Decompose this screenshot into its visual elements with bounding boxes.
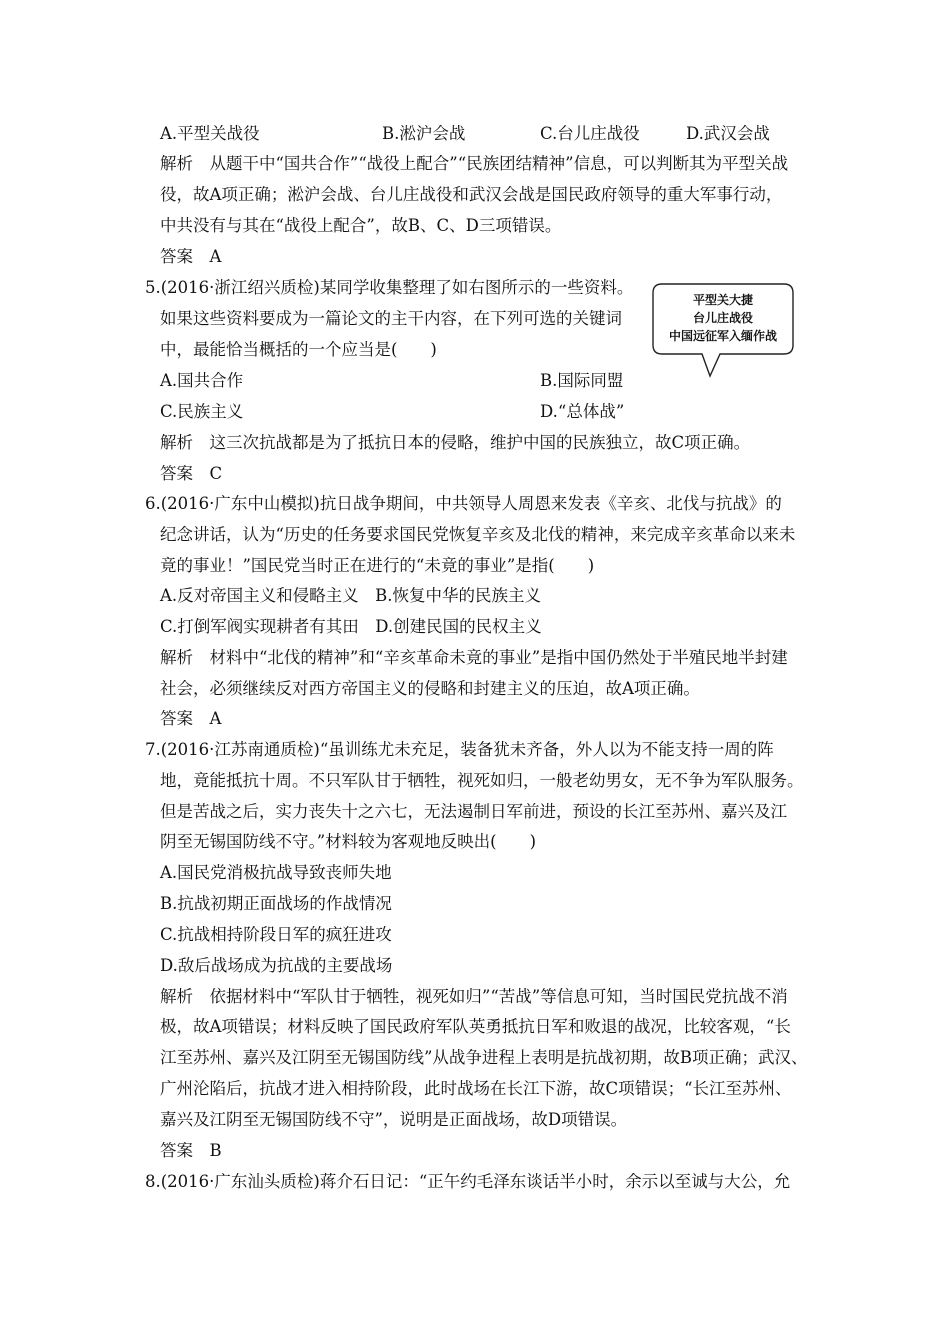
q4-option-a: A.平型关战役 [160, 124, 260, 143]
q6-stem-line: 6.(2016·广东中山模拟)抗日战争期间，中共领导人周恩来发表《辛亥、北伐与抗战》的 [145, 494, 782, 513]
q7-stem-line: 地，竟能抵抗十周。不只军队甘于牺牲，视死如归，一般老幼男女，无不争为军队服务。 [160, 771, 804, 790]
q5-answer: 答案 C [160, 464, 223, 483]
q5-stem-line: 5.(2016·浙江绍兴质检)某同学收集整理了如右图所示的一些资料。 [145, 278, 634, 297]
q6-analysis-line: 解析 材料中“北伐的精神”和“辛亥革命未竟的事业”是指中国仍然处于半殖民地半封建 [160, 648, 788, 667]
q7-stem-line: 阴至无锡国防线不守。”材料较为客观地反映出( ) [160, 832, 537, 851]
q7-analysis-line: 解析 依据材料中“军队甘于牺牲，视死如归”“苦战”等信息可知，当时国民党抗战不消 [160, 987, 788, 1006]
q4-option-c: C.台儿庄战役 [540, 124, 640, 143]
q5-option-c: C.民族主义 [160, 402, 244, 421]
q5-analysis-line: 解析 这三次抗战都是为了抵抗日本的侵略，维护中国的民族独立，故C项正确。 [160, 433, 751, 452]
q7-stem-line: 7.(2016·江苏南通质检)“虽训练尤未充足，装备犹未齐备，外人以为不能支持一周的阵 [145, 740, 774, 759]
q5-stem-line: 中，最能恰当概括的一个应当是( ) [160, 340, 437, 359]
q6-analysis-line: 社会，必须继续反对西方帝国主义的侵略和封建主义的压迫，故A项正确。 [160, 679, 700, 698]
q7-analysis-line: 极，故A项错误；材料反映了国民政府军队英勇抵抗日军和败退的战况，比较客观，“长 [160, 1017, 791, 1036]
q7-option-b: B.抗战初期正面战场的作战情况 [160, 894, 392, 913]
q4-option-d: D.武汉会战 [686, 124, 770, 143]
bubble-item: 中国远征军入缅作战 [668, 329, 777, 343]
q7-option-a: A.国民党消极抗战导致丧师失地 [160, 863, 392, 882]
q6-answer: 答案 A [160, 709, 222, 728]
q7-analysis-line: 广州沦陷后，抗战才进入相持阶段，此时战场在长江下游，故C项错误；“长江至苏州、 [160, 1079, 792, 1098]
q4-answer: 答案 A [160, 247, 222, 266]
q5-option-b: B.国际同盟 [540, 371, 624, 390]
speech-bubble-figure [652, 283, 794, 355]
q6-options-ab: A.反对帝国主义和侵略主义 B.恢复中华的民族主义 [160, 586, 542, 605]
q5-option-a: A.国共合作 [160, 371, 244, 390]
q5-option-d: D.“总体战” [540, 402, 625, 421]
q4-analysis-line: 解析 从题干中“国共合作”“战役上配合”“民族团结精神”信息，可以判断其为平型关战 [160, 154, 789, 173]
bubble-item: 台儿庄战役 [692, 311, 753, 325]
q6-stem-line: 竟的事业！”国民党当时正在进行的“未竟的事业”是指( ) [160, 556, 595, 575]
q7-analysis-line: 江至苏州、嘉兴及江阴至无锡国防线”从战争进程上表明是抗战初期，故B项正确；武汉、 [160, 1048, 808, 1067]
q7-stem-line: 但是苦战之后，实力丧失十之六七，无法遏制日军前进，预设的长江至苏州、嘉兴及江 [160, 802, 787, 821]
q5-stem-line: 如果这些资料要成为一篇论文的主干内容，在下列可选的关键词 [160, 309, 622, 328]
q7-analysis-line: 嘉兴及江阴至无锡国防线不守”，说明是正面战场，故D项错误。 [160, 1110, 628, 1129]
q6-stem-line: 纪念讲话，认为“历史的任务要求国民党恢复辛亥及北伐的精神，来完成辛亥革命以来未 [160, 525, 796, 544]
q8-stem-line: 8.(2016·广东汕头质检)蒋介石日记：“正午约毛泽东谈话半小时，余示以至诚与大公，允 [145, 1172, 791, 1191]
q4-analysis-line: 中共没有与其在“战役上配合”，故B、C、D三项错误。 [160, 216, 562, 235]
bubble-item: 平型关大捷 [692, 293, 753, 307]
q7-option-c: C.抗战相持阶段日军的疯狂进攻 [160, 925, 392, 944]
q7-option-d: D.敌后战场成为抗战的主要战场 [160, 956, 393, 975]
q6-options-cd: C.打倒军阀实现耕者有其田 D.创建民国的民权主义 [160, 617, 542, 636]
q4-option-b: B.淞沪会战 [382, 124, 466, 143]
q4-analysis-line: 役，故A项正确；淞沪会战、台儿庄战役和武汉会战是国民政府领导的重大军事行动， [160, 185, 783, 204]
q7-answer: 答案 B [160, 1141, 222, 1160]
